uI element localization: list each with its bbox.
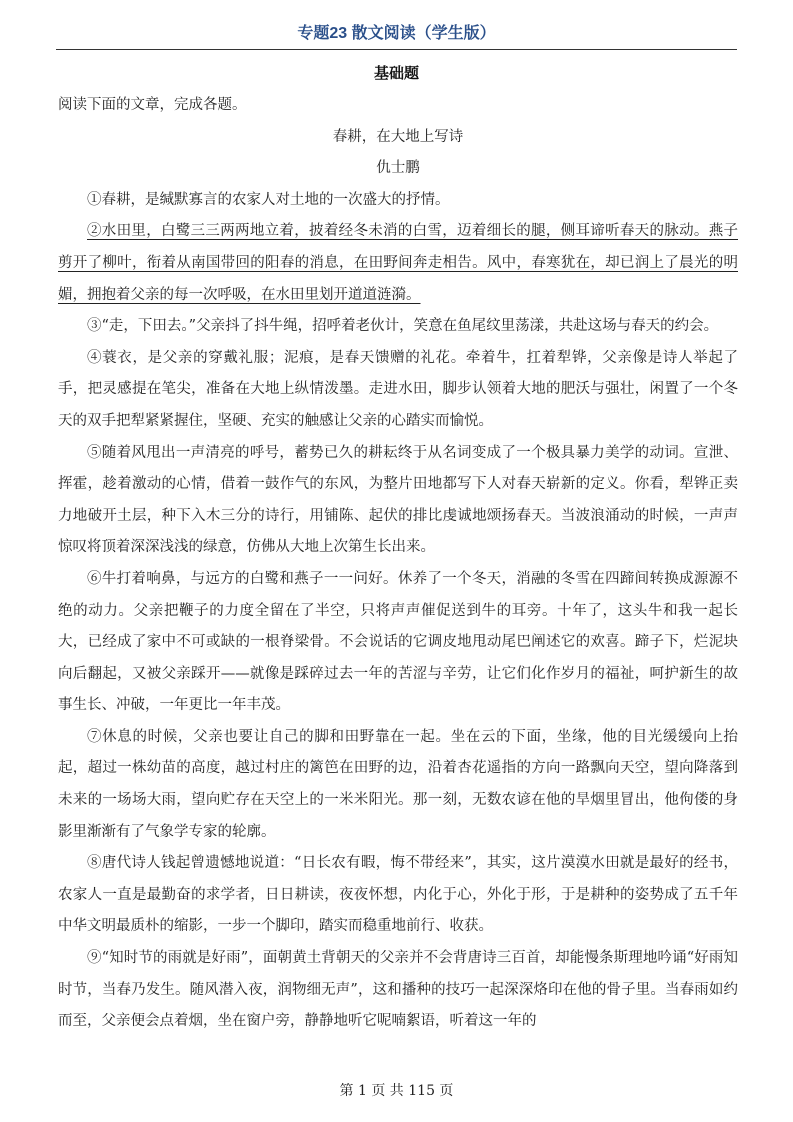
paragraph: ⑥牛打着响鼻，与远方的白鹭和燕子一一问好。休养了一个冬天，消融的冬雪在四蹄间转换成源源不绝的动力。父亲把鞭子的力度全留在了半空，只将声声催促送到牛的耳旁。十年了，这头牛和我一起长大，已经成了家中不可或缺的一根脊梁骨。不会说话的它调皮地甩动尾巴阐述它的欢喜。蹄子下，烂泥块向后翻起，又被父亲踩开——就像是踩碎过去一年的苦涩与辛劳，让它们化作岁月的福祉，呵护新生的故事生长、冲破，一年更比一年丰茂。 [58, 570, 738, 714]
article-author: 仇士鹏 [376, 160, 420, 177]
paragraph: ⑦休息的时候，父亲也要让自己的脚和田野靠在一起。坐在云的下面，坐缘，他的目光缓缓向上抬起，超过一株幼苗的高度，越过村庄的篱笆在田野的边，沿着杏花遥指的方向一路飘向天空，望向降落到未来的一场场大雨，望向贮存在天空上的一米米阳光。那一刻，无数农谚在他的旱烟里冒出，他佝偻的身影里渐渐有了气象学专家的轮廓。 [58, 728, 738, 840]
header-divider [56, 49, 737, 50]
paragraph: ⑧唐代诗人钱起曾遗憾地说道：“日长农有暇，悔不带经来”，其实，这片漠漠水田就是最好的经书，农家人一直是最勤奋的求学者，日日耕读，夜夜怀想，内化于心，外化于形，于是耕种的姿势成了五千年中华文明最质朴的缩影，一步一个脚印，踏实而稳重地前行、收获。 [58, 855, 738, 935]
paragraph-underlined: ②水田里，白鹭三三两两地立着，披着经冬未消的白雪，迈着细长的腿，侧耳谛听春天的脉动。燕子剪开了柳叶，衔着从南国带回的阳春的消息，在田野间奔走相告。风中，春寒犹在，却已润上了晨光的明媚，拥抱着父亲的每一次呼吸，在水田里划开道道涟漪。 [58, 223, 738, 303]
document-header: 专题23 散文阅读（学生版） [297, 25, 496, 42]
paragraph: ③“走，下田去。”父亲抖了抖牛绳，招呼着老伙计，笑意在鱼尾纹里荡漾，共赴这场与春天的约会。 [87, 318, 719, 335]
document-body [58, 90, 738, 1038]
paragraph: ①春耕，是缄默寡言的农家人对土地的一次盛大的抒情。 [87, 191, 450, 208]
section-title: 基础题 [373, 64, 419, 82]
paragraph: ⑨“知时节的雨就是好雨”，面朝黄土背朝天的父亲并不会背唐诗三百首，却能慢条斯理地吟诵“好雨知时节，当春乃发生。随风潜入夜，润物细无声”，这和播种的技巧一起深深烙印在他的骨子里。当春雨如约而至，父亲便会点着烟，坐在窗户旁，静静地听它呢喃絮语，听着这一年的 [58, 950, 738, 1030]
paragraph: ④蓑衣，是父亲的穿戴礼服；泥痕，是春天馈赠的礼花。牵着牛，扛着犁铧，父亲像是诗人举起了手，把灵感提在笔尖，准备在大地上纵情泼墨。走进水田，脚步认领着大地的肥沃与强壮，闲置了一个冬天的双手把犁紧紧握住，坚硬、充实的触感让父亲的心踏实而愉悦。 [58, 349, 738, 429]
paragraph: ⑤随着风甩出一声清亮的呼号，蓄势已久的耕耘终于从名词变成了一个极具暴力美学的动词。宣泄、挥霍，趁着激动的心情，借着一鼓作气的东风，为整片田地都写下人对春天崭新的定义。你看，犁铧正卖力地破开土层，种下入木三分的诗行，用铺陈、起伏的排比虔诚地颂扬春天。当波浪涌动的时候，一声声惊叹将顶着深深浅浅的绿意，仿佛从大地上次第生长出来。 [58, 444, 738, 556]
page-footer: 第 1 页 共 115 页 [339, 1083, 454, 1099]
article-title: 春耕，在大地上写诗 [332, 128, 464, 145]
instruction: 阅读下面的文章，完成各题。 [58, 97, 247, 113]
